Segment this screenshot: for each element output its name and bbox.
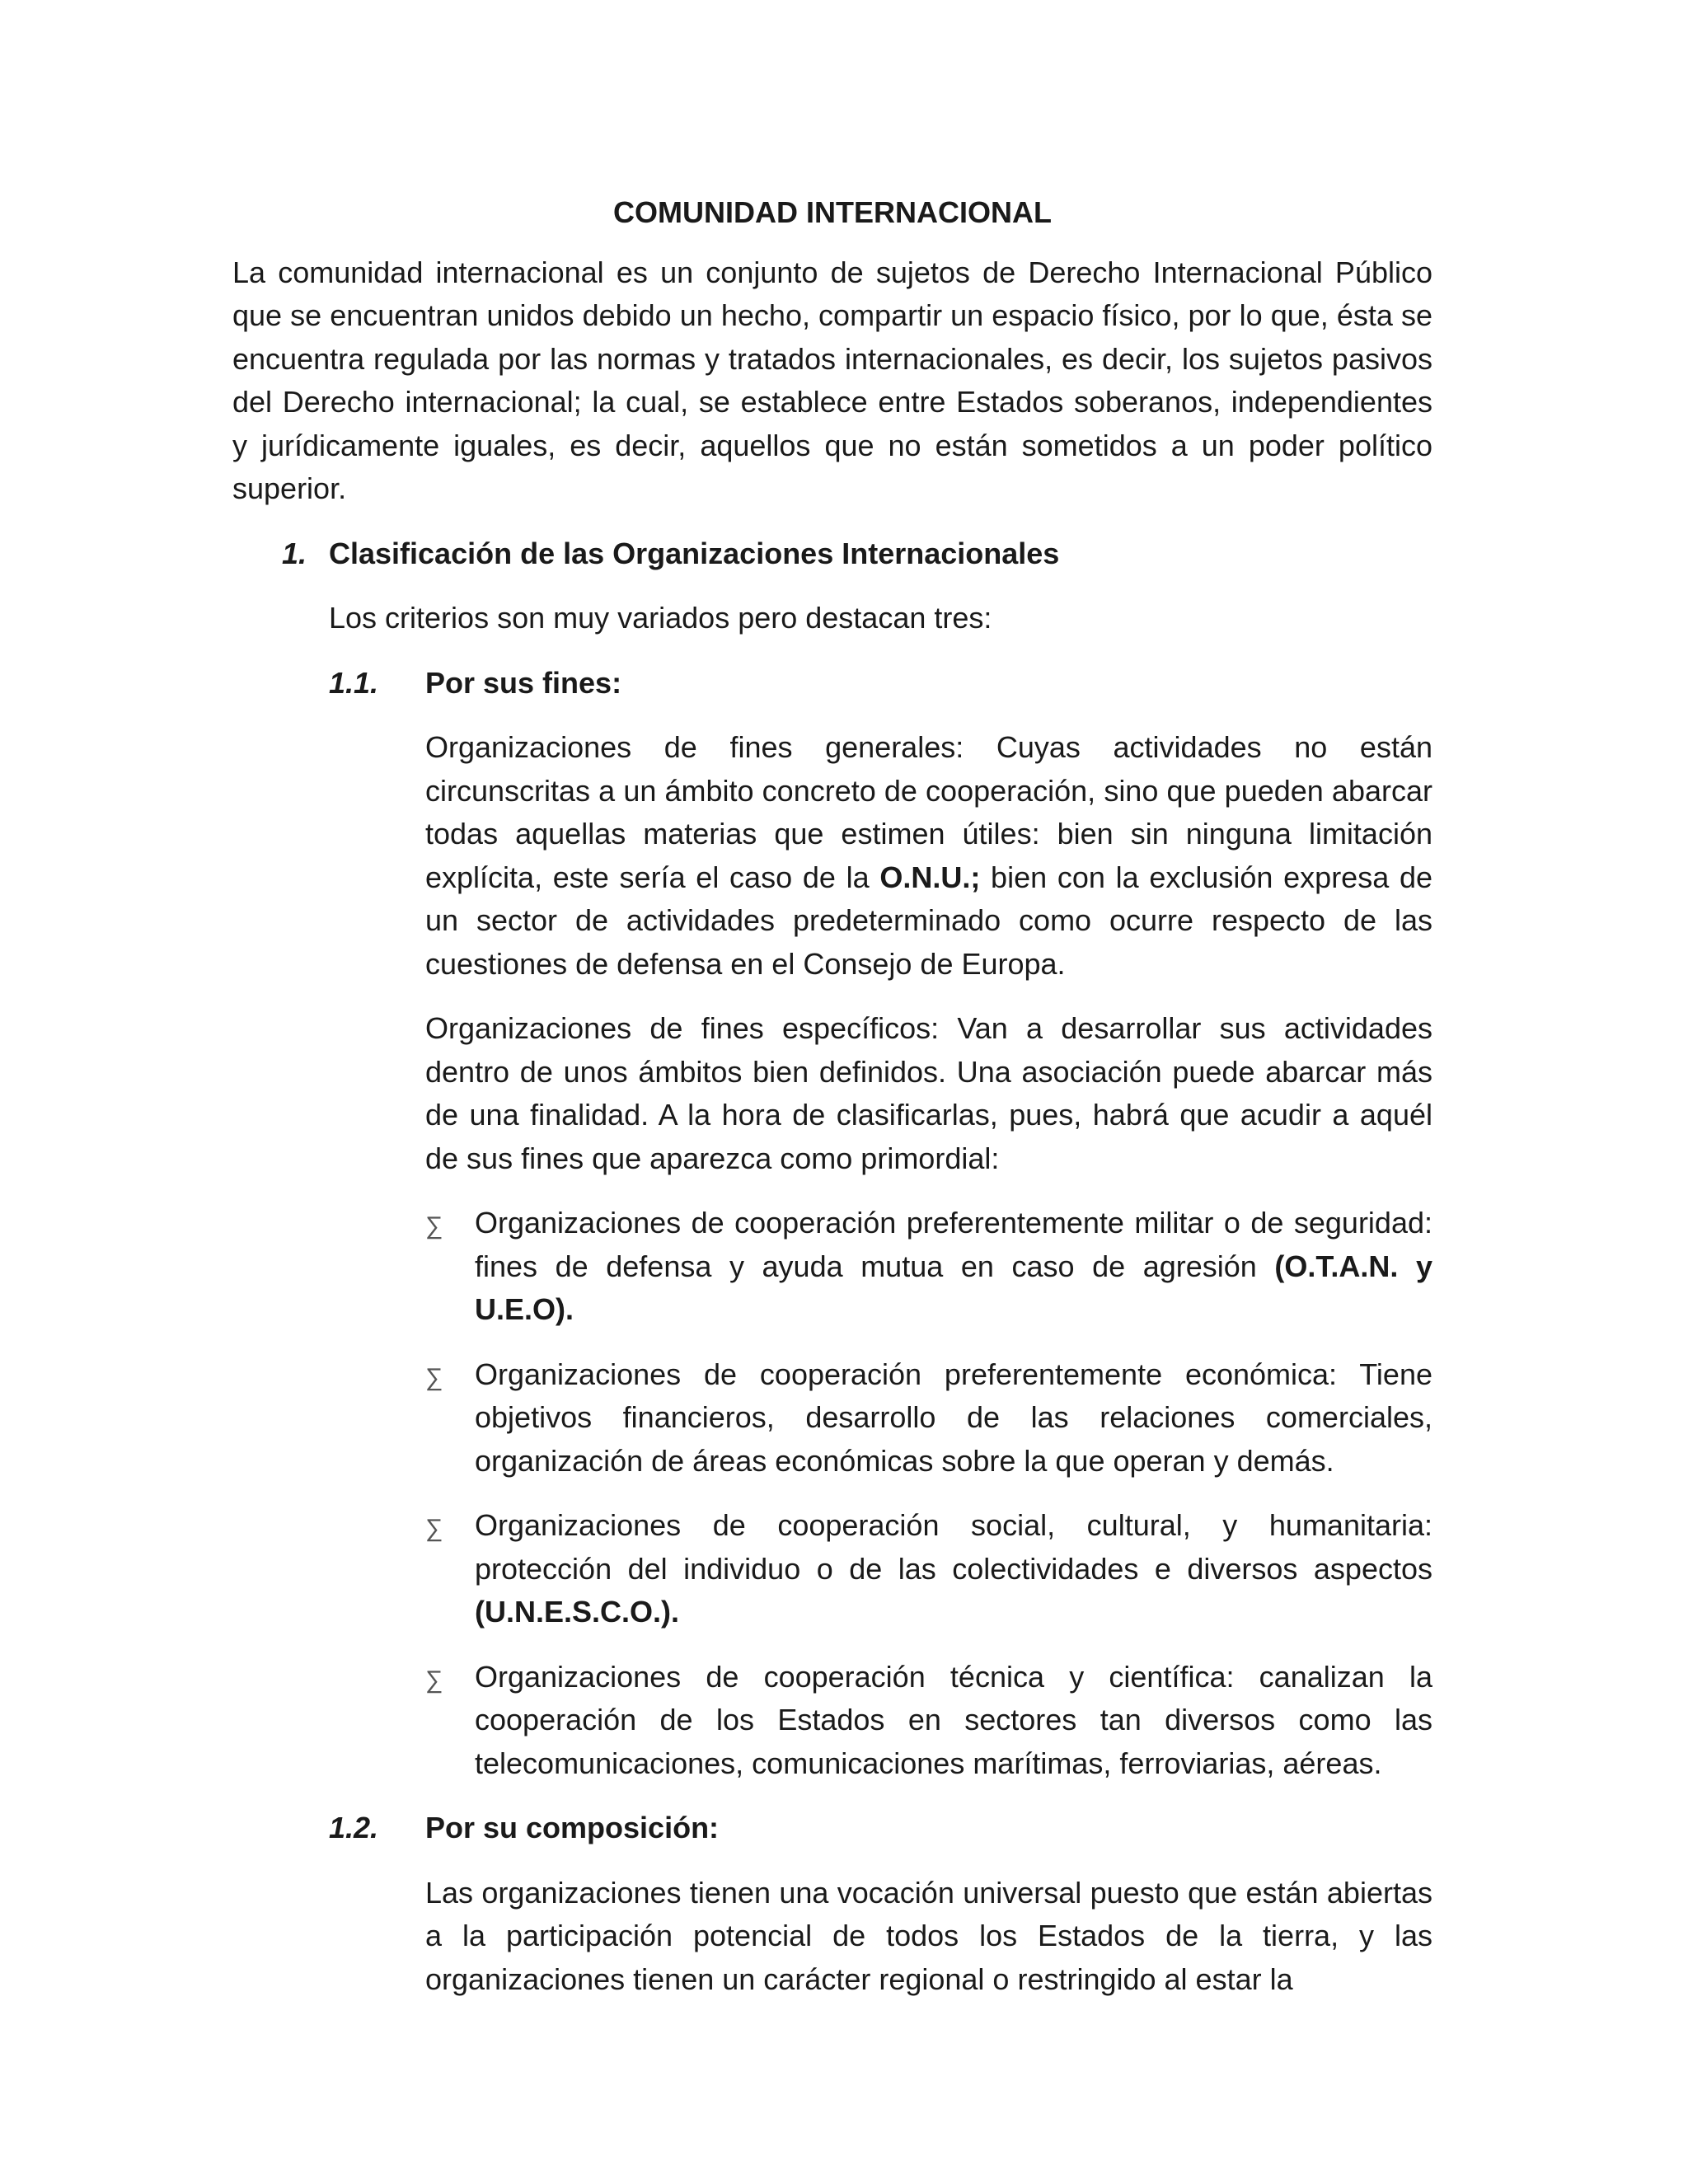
section-1-number: 1. [282,536,307,570]
section-1-1-heading [329,662,1432,705]
section-1-2-title: Por su composición: [425,1811,720,1844]
bullet-text-plain: Organizaciones de cooperación preferentemente económica: Tiene objetivos financieros, desarrollo de las relaciones comerciales, organización de áreas económicas sobre la que operan y demás. [475,1357,1432,1478]
section-1-heading [232,532,1432,576]
page-title: COMUNIDAD INTERNACIONAL [613,195,1052,229]
sigma-bullet-icon: ∑ [425,1363,443,1391]
bullet-text-bold: (O.T.A.N. y U.E.O). [475,1249,1432,1326]
section-1-1-title: Por sus fines: [425,665,622,700]
section-1-title: Clasificación de las Organizaciones Internacionales [329,536,1060,570]
intro-paragraph: La comunidad internacional es un conjunto de sujetos de Derecho Internacional Público que se encuentran unidos debido un hecho, compartir un espacio físico, por lo que, ésta se encuentra regulada por las normas y tratados internacionales, es decir, los sujetos pasivos del Derecho internacional; la cual, se establece entre Estados soberanos, independientes y jurídicamente iguales, es decir, aquellos que no están sometidos a un poder político superior. [232,255,1432,505]
bullet-text-plain: Organizaciones de cooperación social, cultural, y humanitaria: protección del individuo o de las colectividades e diversos aspectos [475,1508,1432,1586]
section-1-2-number: 1.2. [329,1811,379,1844]
general-purpose-text-start: Organizaciones de fines generales: Cuyas actividades no están circunscritas a un ámbito concreto de cooperación, sino que pueden abarcar todas aquellas materias que estimen útiles: bien sin ninguna limitación explícita, este sería el caso de la [425,730,1432,894]
document-body [232,191,1432,2022]
bullet-item [425,1504,1432,1634]
section-1-2-heading [329,1807,1432,1850]
section-1-1-number: 1.1. [329,665,379,700]
onu-acronym: O.N.U.; [879,860,981,894]
general-purpose-paragraph [425,726,1432,986]
bullet-text [475,1504,1432,1634]
composition-paragraph: Las organizaciones tienen una vocación universal puesto que están abiertas a la participación potencial de todos los Estados de la tierra, y las organizaciones tienen un carácter regional o restringido al estar la [425,1875,1432,1996]
bullet-item [425,1202,1432,1332]
bullet-text-plain: Organizaciones de cooperación técnica y científica: canalizan la cooperación de los Estados en sectores tan diversos como las telecomunicaciones, comunicaciones marítimas, ferroviarias, aéreas. [475,1659,1432,1780]
bullet-text [475,1202,1432,1332]
bullet-text-plain: Organizaciones de cooperación preferentemente militar o de seguridad: fines de defensa y ayuda mutua en caso de agresión [475,1206,1432,1283]
specific-purpose-paragraph: Organizaciones de fines específicos: Van a desarrollar sus actividades dentro de unos ámbitos bien definidos. Una asociación puede abarcar más de una finalidad. A la hora de clasificarlas, pues, habrá que acudir a aquél de sus fines que aparezca como primordial: [425,1011,1432,1175]
sigma-bullet-icon: ∑ [425,1515,443,1542]
sigma-bullet-icon: ∑ [425,1212,443,1240]
section-1-lead: Los criterios son muy variados pero destacan tres: [329,601,992,635]
bullet-text-bold: (U.N.E.S.C.O.). [475,1595,680,1629]
bullet-list [232,1202,1432,1785]
sigma-bullet-icon: ∑ [425,1666,443,1694]
bullet-item [425,1353,1432,1483]
bullet-item [425,1656,1432,1786]
general-purpose-text-end: bien con la exclusión expresa de un sector de actividades predeterminado como ocurre respecto de las cuestiones de defensa en el Consejo de Europa. [425,860,1432,981]
bullet-text [475,1656,1432,1786]
bullet-text [475,1353,1432,1483]
